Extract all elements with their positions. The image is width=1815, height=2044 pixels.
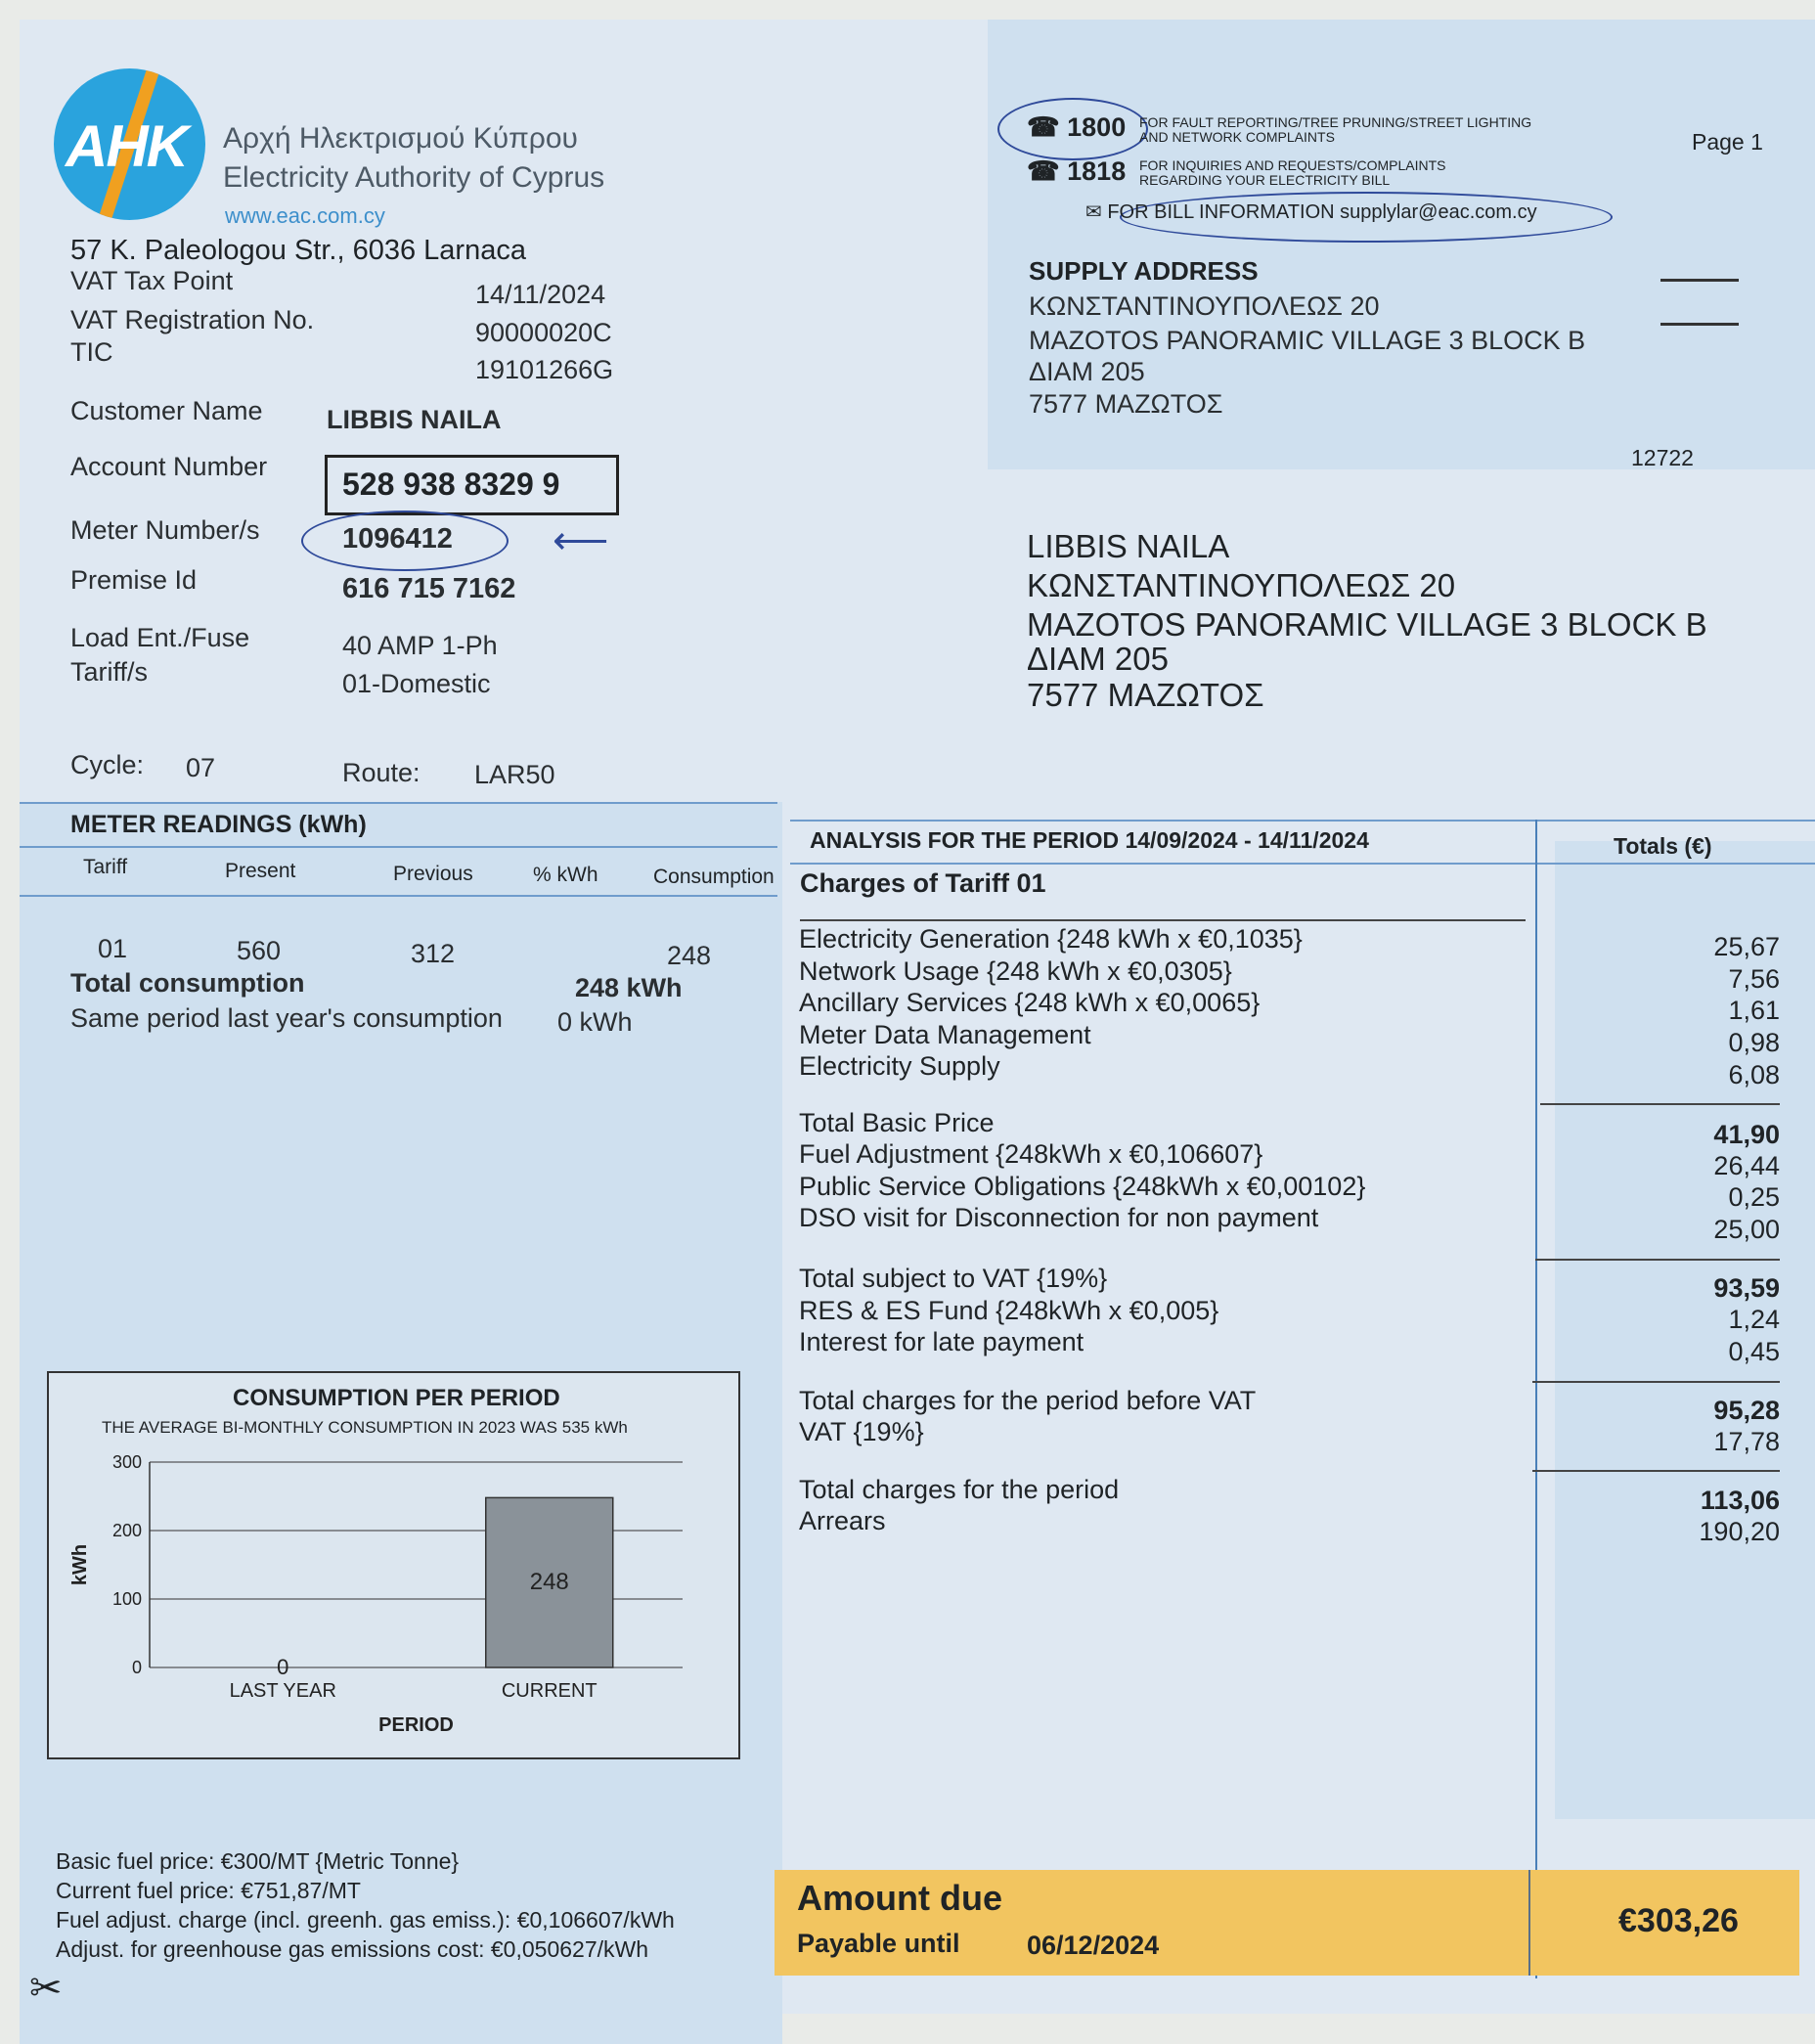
- y-axis-label: kWh: [69, 1543, 91, 1586]
- route-value: LAR50: [474, 760, 555, 789]
- inquiry-desc-2: REGARDING YOUR ELECTRICITY BILL: [1139, 172, 1391, 188]
- bill-info-text: FOR BILL INFORMATION supplylar@eac.com.cy: [1107, 201, 1537, 223]
- supply-code: 12722: [1631, 445, 1694, 470]
- col-pct: % kWh: [533, 864, 598, 886]
- subtotal-rule: [1532, 1470, 1780, 1472]
- last-year-value: 0 kWh: [557, 1007, 633, 1037]
- vat-tax-point-label: VAT Tax Point: [70, 266, 234, 295]
- charge-line-label: Ancillary Services {248 kWh x €0,0065}: [799, 988, 1261, 1017]
- x-tick-label: LAST YEAR: [229, 1680, 336, 1702]
- charge-line-value: 41,90: [1713, 1120, 1780, 1149]
- amount-divider: [1528, 1870, 1530, 1976]
- charge-line-label: Total subject to VAT {19%}: [799, 1264, 1108, 1293]
- fuel-note-2: Current fuel price: €751,87/MT: [56, 1878, 361, 1903]
- charge-line-label: Fuel Adjustment {248kWh x €0,106607}: [799, 1139, 1263, 1169]
- inquiry-phone[interactable]: ☎ 1818: [1027, 156, 1127, 186]
- charge-line-value: 25,67: [1713, 932, 1780, 961]
- inquiry-phone-number: 1818: [1067, 156, 1127, 186]
- y-tick-label: 200: [111, 1521, 142, 1540]
- divider: [800, 919, 1526, 921]
- charge-line-label: Network Usage {248 kWh x €0,0305}: [799, 956, 1232, 986]
- cycle-value: 07: [186, 753, 216, 782]
- payable-until-label: Payable until: [797, 1929, 960, 1958]
- vat-reg: 90000020C: [475, 318, 612, 347]
- reading-previous: 312: [411, 939, 456, 968]
- charge-line-label: DSO visit for Disconnection for non payment: [799, 1203, 1319, 1232]
- charge-line-value: 1,61: [1728, 996, 1780, 1025]
- fuel-note-3: Fuel adjust. charge (incl. greenh. gas emiss.): €0,106607/kWh: [56, 1907, 675, 1933]
- chart-title: CONSUMPTION PER PERIOD: [233, 1385, 560, 1411]
- premise-id-label: Premise Id: [70, 565, 198, 595]
- fault-phone-number: 1800: [1067, 112, 1127, 142]
- authority-name-gr: Αρχή Ηλεκτρισμού Κύπρου: [223, 122, 578, 155]
- subtotal-rule: [1532, 1381, 1780, 1383]
- divider: [790, 820, 1815, 822]
- amount-due-label: Amount due: [797, 1878, 1002, 1918]
- meter-readings-title: METER READINGS (kWh): [70, 811, 367, 838]
- route-label: Route:: [342, 758, 421, 787]
- charge-line-value: 0,25: [1728, 1182, 1780, 1212]
- col-tariff: Tariff: [83, 856, 128, 878]
- meter-number: 1096412: [342, 523, 453, 555]
- charge-line-value: 1,24: [1728, 1305, 1780, 1334]
- fault-desc-1: FOR FAULT REPORTING/TREE PRUNING/STREET LIGHTING: [1139, 114, 1532, 130]
- account-number: 528 938 8329 9: [342, 467, 560, 502]
- y-tick-label: 100: [111, 1589, 142, 1609]
- col-previous: Previous: [393, 863, 473, 885]
- charge-line-label: Total charges for the period before VAT: [799, 1386, 1257, 1415]
- mailing-line1: LIBBIS NAILA: [1027, 528, 1230, 564]
- tariff-charges-title: Charges of Tariff 01: [800, 868, 1046, 898]
- mailing-line4: ΔΙΑΜ 205: [1027, 641, 1169, 677]
- bar-value-label: 0: [277, 1655, 289, 1679]
- vat-reg-label: VAT Registration No.: [70, 305, 315, 334]
- fault-phone[interactable]: ☎ 1800: [1027, 112, 1127, 142]
- col-present: Present: [225, 860, 296, 882]
- chart-subtitle: THE AVERAGE BI-MONTHLY CONSUMPTION IN 2023 WAS 535 kWh: [102, 1418, 628, 1437]
- vat-tax-point: 14/11/2024: [475, 280, 606, 309]
- charge-line-label: Arrears: [799, 1506, 886, 1535]
- company-address: 57 K. Paleologou Str., 6036 Larnaca: [70, 235, 526, 266]
- scissors-icon: ✂: [29, 1967, 63, 2010]
- load-value: 40 AMP 1-Ph: [342, 631, 498, 660]
- charge-line-value: 0,45: [1728, 1337, 1780, 1366]
- y-tick-label: 0: [131, 1658, 142, 1677]
- x-tick-label: CURRENT: [501, 1680, 598, 1702]
- website-link[interactable]: www.eac.com.cy: [225, 203, 385, 228]
- divider: [20, 846, 777, 848]
- divider: [20, 802, 777, 804]
- divider: [790, 863, 1815, 865]
- totals-column-divider: [1535, 820, 1537, 1978]
- tariff-value: 01-Domestic: [342, 669, 491, 698]
- col-consumption: Consumption: [653, 866, 775, 888]
- divider: [20, 895, 777, 897]
- authority-name-en: Electricity Authority of Cyprus: [223, 161, 605, 194]
- tic: 19101266G: [475, 355, 614, 384]
- supply-address-line4: 7577 ΜΑΖΩΤΟΣ: [1029, 389, 1223, 419]
- bar-value-label: 248: [529, 1569, 569, 1596]
- arrow-left-icon: ⟵: [553, 519, 609, 562]
- y-tick-label: 300: [111, 1452, 142, 1472]
- mark-line: [1660, 323, 1739, 326]
- analysis-title: ANALYSIS FOR THE PERIOD 14/09/2024 - 14/11/2024: [810, 827, 1369, 853]
- fault-desc-2: AND NETWORK COMPLAINTS: [1139, 129, 1335, 145]
- charge-line-label: Meter Data Management: [799, 1020, 1091, 1049]
- charge-line-label: Total charges for the period: [799, 1475, 1120, 1504]
- charge-line-label: Total Basic Price: [799, 1108, 995, 1137]
- account-number-label: Account Number: [70, 452, 268, 481]
- mailing-line5: 7577 ΜΑΖΩΤΟΣ: [1027, 677, 1264, 713]
- charge-line-label: VAT {19%}: [799, 1417, 924, 1446]
- fuel-note-1: Basic fuel price: €300/MT {Metric Tonne}: [56, 1848, 460, 1874]
- supply-address-line1: ΚΩΝΣΤΑΝΤΙΝΟΥΠΟΛΕΩΣ 20: [1029, 291, 1380, 321]
- supply-address-line2: MAZOTOS PANORAMIC VILLAGE 3 BLOCK B: [1029, 326, 1586, 355]
- supply-address-line3: ΔΙΑΜ 205: [1029, 357, 1145, 386]
- charge-line-value: 26,44: [1713, 1151, 1780, 1180]
- logo-text: AHK: [66, 113, 187, 179]
- inquiry-phone-desc: [1139, 158, 1446, 188]
- reading-present: 560: [237, 936, 282, 965]
- mark-line: [1660, 279, 1739, 282]
- fault-phone-desc: [1139, 115, 1531, 145]
- total-consumption: 248 kWh: [575, 973, 683, 1002]
- tic-label: TIC: [70, 337, 113, 367]
- charge-line-value: 25,00: [1713, 1215, 1780, 1244]
- charge-line-value: 17,78: [1713, 1427, 1780, 1456]
- charge-line-label: Interest for late payment: [799, 1327, 1085, 1356]
- totals-header: Totals (€): [1614, 833, 1712, 859]
- charge-line-value: 93,59: [1713, 1273, 1780, 1303]
- reading-tariff: 01: [98, 934, 128, 963]
- charge-line-label: Electricity Supply: [799, 1051, 1000, 1081]
- consumption-chart: [47, 1438, 736, 1731]
- charge-line-value: 7,56: [1728, 964, 1780, 994]
- cycle-label: Cycle:: [70, 750, 145, 779]
- charge-line-label: RES & ES Fund {248kWh x €0,005}: [799, 1296, 1219, 1325]
- charge-line-value: 113,06: [1700, 1486, 1780, 1515]
- premise-id: 616 715 7162: [342, 573, 516, 604]
- eac-logo: [54, 68, 205, 220]
- mailing-line3: MAZOTOS PANORAMIC VILLAGE 3 BLOCK B: [1027, 606, 1707, 643]
- charge-line-value: 0,98: [1728, 1028, 1780, 1057]
- supply-address-title: SUPPLY ADDRESS: [1029, 256, 1259, 286]
- inquiry-desc-1: FOR INQUIRIES AND REQUESTS/COMPLAINTS: [1139, 157, 1446, 173]
- charge-line-label: Electricity Generation {248 kWh x €0,1035}: [799, 924, 1303, 954]
- subtotal-rule: [1540, 1103, 1780, 1105]
- amount-due-value: €303,26: [1618, 1902, 1739, 1939]
- charge-line-value: 95,28: [1713, 1396, 1780, 1425]
- charge-line-value: 190,20: [1699, 1517, 1780, 1546]
- payable-until-date: 06/12/2024: [1027, 1931, 1160, 1960]
- fuel-note-4: Adjust. for greenhouse gas emissions cost: €0,050627/kWh: [56, 1936, 649, 1962]
- reading-consumption: 248: [667, 941, 712, 970]
- tariff-label: Tariff/s: [70, 657, 149, 687]
- x-axis-label: PERIOD: [378, 1714, 454, 1731]
- load-label: Load Ent./Fuse: [70, 623, 250, 652]
- envelope-icon: ✉: [1085, 201, 1102, 223]
- last-year-label: Same period last year's consumption: [70, 1003, 503, 1033]
- charge-line-value: 6,08: [1728, 1060, 1780, 1089]
- page-number: Page 1: [1692, 129, 1763, 155]
- customer-name-label: Customer Name: [70, 396, 263, 425]
- bill-info-email[interactable]: [1085, 200, 1537, 224]
- charge-line-label: Public Service Obligations {248kWh x €0,00102}: [799, 1172, 1366, 1201]
- subtotal-rule: [1535, 1259, 1780, 1261]
- total-consumption-label: Total consumption: [70, 968, 305, 998]
- customer-name: LIBBIS NAILA: [327, 405, 502, 434]
- mailing-line2: ΚΩΝΣΤΑΝΤΙΝΟΥΠΟΛΕΩΣ 20: [1027, 567, 1456, 603]
- meter-number-label: Meter Number/s: [70, 515, 260, 545]
